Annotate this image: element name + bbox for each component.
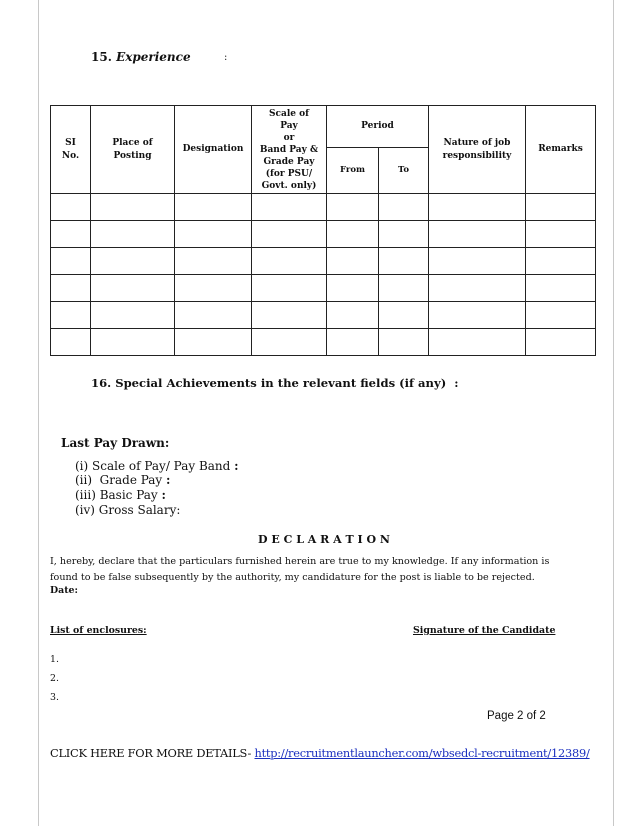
header-to: To — [379, 148, 429, 194]
last-pay-item — [75, 488, 166, 502]
footer — [50, 746, 590, 760]
table-cell — [51, 221, 91, 248]
enclosure-item: 2. — [50, 673, 59, 684]
section-15-number: 15. — [91, 50, 112, 64]
table-cell — [51, 329, 91, 356]
table-cell — [175, 302, 252, 329]
header-sl-no: SI No. — [51, 106, 91, 194]
table-cell — [379, 329, 429, 356]
date-label: Date: — [50, 585, 78, 596]
table-cell — [175, 248, 252, 275]
table-cell — [526, 248, 596, 275]
table-cell — [429, 275, 526, 302]
table-cell — [175, 329, 252, 356]
table-cell — [327, 194, 379, 221]
last-pay-item-label: (ii) Grade Pay — [75, 473, 167, 487]
table-cell — [429, 302, 526, 329]
header-remarks: Remarks — [526, 106, 596, 194]
declaration-line-2: found to be false subsequently by the authority, my candidature for the post is liable to be rejected. — [50, 572, 535, 583]
table-cell — [379, 248, 429, 275]
table-cell — [175, 221, 252, 248]
page-number: Page 2 of 2 — [487, 710, 546, 722]
last-pay-item — [75, 459, 239, 473]
footer-link[interactable]: http://recruitmentlauncher.com/wbsedcl-recruitment/12389/ — [254, 746, 590, 760]
section-15-title: Experience — [116, 50, 191, 64]
declaration-heading: D E C L A R A T I O N — [258, 533, 390, 546]
table-cell — [51, 248, 91, 275]
header-place-of-posting: Place of Posting — [91, 106, 175, 194]
table-cell — [379, 194, 429, 221]
table-row — [51, 194, 596, 221]
header-scale-of-pay: Scale of Pay or Band Pay & Grade Pay (for PSU/ Govt. only) — [252, 106, 327, 194]
table-cell — [327, 275, 379, 302]
table-cell — [252, 248, 327, 275]
last-pay-title: Last Pay Drawn: — [61, 436, 170, 450]
table-cell — [252, 275, 327, 302]
table-cell — [526, 275, 596, 302]
table-cell — [91, 275, 175, 302]
table-cell — [91, 302, 175, 329]
table-cell — [51, 302, 91, 329]
section-15-heading — [91, 50, 191, 64]
table-cell — [252, 194, 327, 221]
enclosures-title: List of enclosures: — [50, 625, 147, 636]
footer-prefix: CLICK HERE FOR MORE DETAILS- — [50, 746, 255, 760]
section-15-colon: : — [224, 52, 228, 63]
table-cell — [379, 221, 429, 248]
left-margin-line — [38, 0, 39, 826]
table-cell — [252, 329, 327, 356]
enclosure-item: 1. — [50, 654, 59, 665]
last-pay-item-label: (i) Scale of Pay/ Pay Band — [75, 459, 235, 473]
table-cell — [327, 248, 379, 275]
declaration-line-1: I, hereby, declare that the particulars furnished herein are true to my knowledge. If any information is — [50, 556, 550, 567]
table-cell — [175, 194, 252, 221]
table-header-row — [51, 106, 596, 148]
table-cell — [91, 221, 175, 248]
table-cell — [91, 248, 175, 275]
table-cell — [51, 194, 91, 221]
table-cell — [526, 221, 596, 248]
table-row — [51, 302, 596, 329]
table-cell — [91, 194, 175, 221]
right-margin-line — [613, 0, 614, 826]
table-cell — [526, 329, 596, 356]
table-cell — [327, 302, 379, 329]
experience-table — [50, 105, 596, 356]
header-designation: Designation — [175, 106, 252, 194]
table-cell — [429, 194, 526, 221]
table-cell — [429, 221, 526, 248]
last-pay-item — [75, 473, 170, 487]
table-cell — [51, 275, 91, 302]
table-cell — [252, 302, 327, 329]
table-cell — [429, 248, 526, 275]
table-cell — [379, 275, 429, 302]
section-16-heading: 16. Special Achievements in the relevant fields (if any) : — [91, 376, 459, 390]
table-row — [51, 329, 596, 356]
table-cell — [379, 302, 429, 329]
table-row — [51, 275, 596, 302]
last-pay-item-colon: : — [234, 459, 239, 473]
header-period: Period — [327, 106, 429, 148]
signature-label: Signature of the Candidate — [413, 625, 556, 636]
table-row — [51, 248, 596, 275]
table-cell — [429, 329, 526, 356]
table-cell — [327, 329, 379, 356]
table-cell — [526, 194, 596, 221]
last-pay-item-colon: : — [166, 473, 171, 487]
table-row — [51, 221, 596, 248]
table-cell — [175, 275, 252, 302]
header-nature-of-job: Nature of job responsibility — [429, 106, 526, 194]
table-cell — [252, 221, 327, 248]
last-pay-item-label: (iii) Basic Pay — [75, 488, 162, 502]
enclosure-item: 3. — [50, 692, 59, 703]
last-pay-item — [75, 503, 180, 517]
table-cell — [327, 221, 379, 248]
last-pay-item-label: (iv) Gross Salary: — [75, 503, 181, 517]
header-from: From — [327, 148, 379, 194]
table-cell — [91, 329, 175, 356]
last-pay-item-colon: : — [161, 488, 166, 502]
table-cell — [526, 302, 596, 329]
